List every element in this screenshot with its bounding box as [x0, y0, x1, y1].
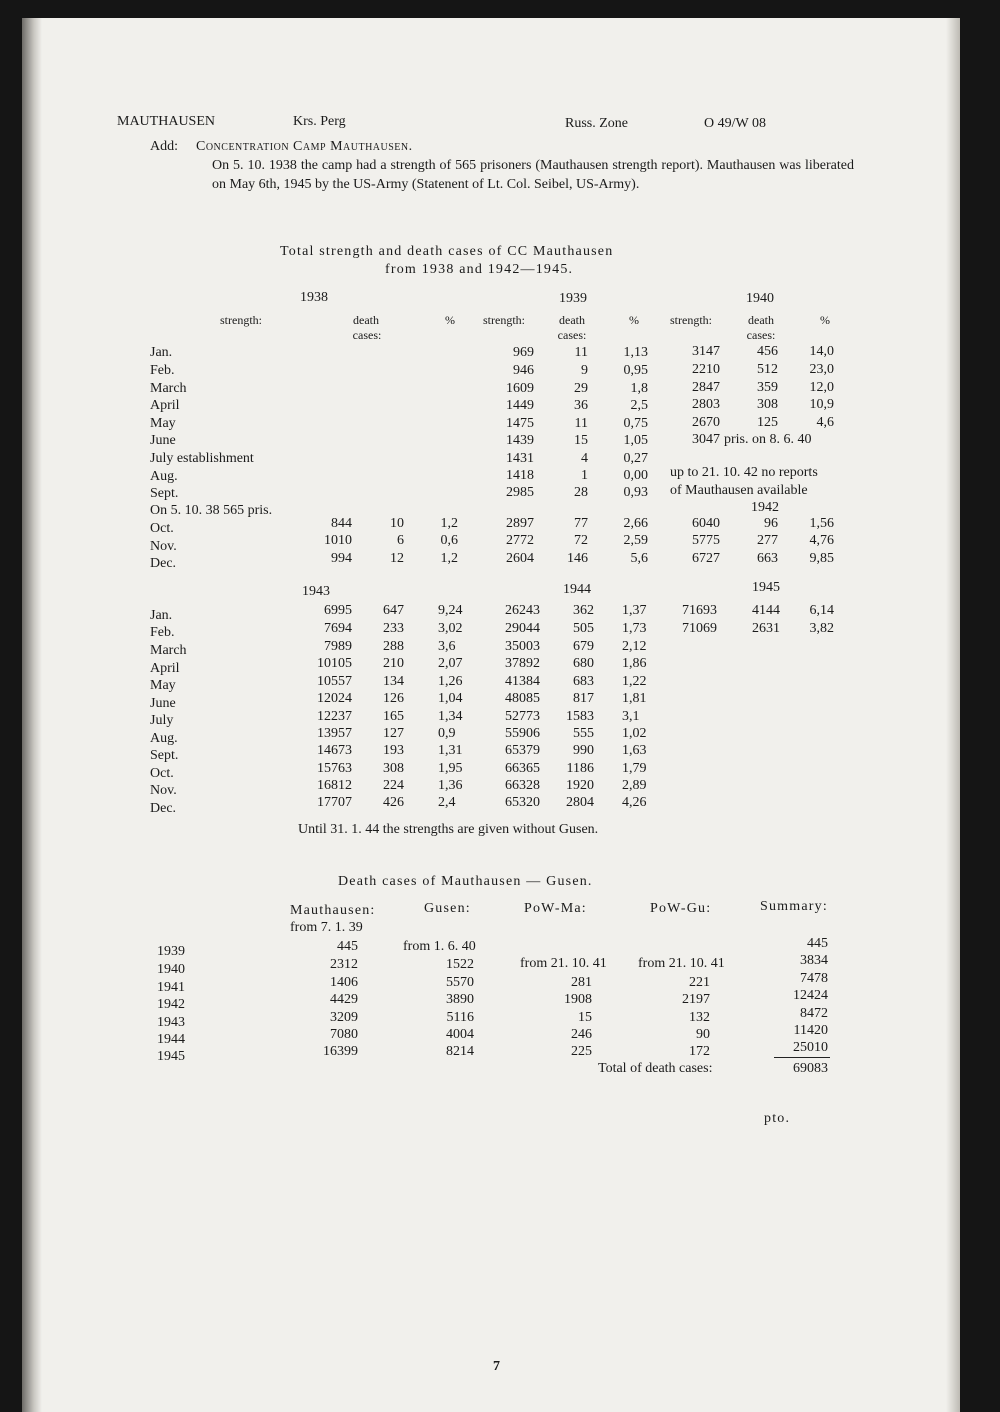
- add-label: Add:: [150, 139, 178, 154]
- percent-1940: 10,9: [809, 397, 834, 412]
- strength-1944: 29044: [505, 621, 540, 636]
- strength-1939: 946: [513, 363, 534, 378]
- page-number: 7: [493, 1359, 500, 1374]
- death-cases-1944: 505: [573, 621, 594, 636]
- header-zone: Russ. Zone: [565, 116, 628, 131]
- strength-1945: 71693: [682, 603, 717, 618]
- death-cases-1939: 15: [574, 433, 588, 448]
- year-label: 1941: [157, 980, 185, 995]
- pow-ma-deaths: 281: [571, 975, 592, 990]
- month-label: Dec.: [150, 801, 177, 816]
- percent-1943: 1,34: [438, 709, 463, 724]
- column-header-percent: %: [820, 313, 830, 327]
- percent-1943: 2,4: [438, 795, 456, 810]
- month-label: April: [150, 398, 180, 413]
- year-header-1939: 1939: [559, 291, 587, 306]
- death-cases-1939: 9: [581, 363, 588, 378]
- strength-1939: 2772: [506, 533, 534, 548]
- death-cases-1942: 96: [764, 516, 778, 531]
- death-cases-1940: 359: [757, 380, 778, 395]
- column-header-cases: cases:: [557, 328, 587, 342]
- column-header-strength: strength:: [483, 313, 525, 327]
- mauthausen-deaths: 3209: [330, 1010, 358, 1025]
- mauthausen-start-date: from 7. 1. 39: [290, 920, 363, 935]
- death-cases-1945: 2631: [752, 621, 780, 636]
- percent-1940: 12,0: [809, 380, 834, 395]
- death-cases-1940: 308: [757, 397, 778, 412]
- death-cases-1940: 512: [757, 362, 778, 377]
- year-header-1940: 1940: [746, 291, 774, 306]
- strength-1939: 2897: [506, 516, 534, 531]
- percent-1939: 2,5: [630, 398, 648, 413]
- death-cases-1943: 233: [383, 621, 404, 636]
- total-rule: [774, 1057, 830, 1058]
- death-cases-1943: 127: [383, 726, 404, 741]
- gusen-deaths: 5570: [446, 975, 474, 990]
- summary-deaths: 7478: [800, 971, 828, 986]
- strength-1943: 16812: [317, 778, 352, 793]
- year-label: 1940: [157, 962, 185, 977]
- death-cases-1943: 426: [383, 795, 404, 810]
- death-cases-1940: 125: [757, 415, 778, 430]
- percent-1944: 3,1: [622, 709, 640, 724]
- add-paragraph: On 5. 10. 1938 the camp had a strength of 565 prisoners (Mauthausen strength report). Mauthausen was liberated on May 6th, 1945 by the US-Army (Statenent of Lt. Col. Seibel, US-Army).: [212, 158, 854, 192]
- strength-1943: 17707: [317, 795, 352, 810]
- strength-1943: 7989: [324, 639, 352, 654]
- death-cases-1943: 224: [383, 778, 404, 793]
- death-cases-1939: 36: [574, 398, 588, 413]
- death-cases-1944: 817: [573, 691, 594, 706]
- death-cases-1943: 193: [383, 743, 404, 758]
- strength-1939: 969: [513, 345, 534, 360]
- death-cases-1944: 683: [573, 674, 594, 689]
- no-reports-note: up to 21. 10. 42 no reports: [670, 465, 818, 480]
- month-label: May: [150, 678, 176, 693]
- summary-deaths: 3834: [800, 953, 828, 968]
- month-label: July establishment: [150, 451, 254, 466]
- percent-1943: 0,9: [438, 726, 456, 741]
- strength-1939: 1439: [506, 433, 534, 448]
- pto-note: pto.: [764, 1111, 791, 1126]
- month-label: Sept.: [150, 486, 179, 501]
- strength-1944: 35003: [505, 639, 540, 654]
- summary-deaths: 11420: [793, 1023, 828, 1038]
- mauthausen-deaths: 1406: [330, 975, 358, 990]
- table1-footnote: Until 31. 1. 44 the strengths are given without Gusen.: [298, 822, 599, 837]
- year-header-1942: 1942: [751, 500, 779, 515]
- mauthausen-deaths: 2312: [330, 957, 358, 972]
- pow-ma-deaths: 1908: [564, 992, 592, 1007]
- percent-1939: 0,27: [623, 451, 648, 466]
- percent-1943: 3,02: [438, 621, 463, 636]
- month-label: Feb.: [150, 363, 175, 378]
- percent-1944: 1,63: [622, 743, 647, 758]
- death-cases-1944: 1920: [566, 778, 594, 793]
- strength-1944: 48085: [505, 691, 540, 706]
- header-district: Krs. Perg: [293, 114, 346, 129]
- percent-1939: 1,13: [623, 345, 648, 360]
- percent-1943: 1,95: [438, 761, 463, 776]
- death-cases-1939: 1: [581, 468, 588, 483]
- gusen-deaths: 1522: [446, 957, 474, 972]
- percent-1942: 4,76: [809, 533, 834, 548]
- month-label: Aug.: [150, 469, 178, 484]
- percent-1940: 23,0: [809, 362, 834, 377]
- column-header-pow-ma: PoW-Ma:: [524, 901, 587, 916]
- percent-1939: 5,6: [630, 551, 648, 566]
- strength-1939: 1418: [506, 468, 534, 483]
- year-label: 1944: [157, 1032, 185, 1047]
- death-cases-1943: 288: [383, 639, 404, 654]
- gusen-deaths: 3890: [446, 992, 474, 1007]
- death-cases-1945: 4144: [752, 603, 780, 618]
- strength-1943: 15763: [317, 761, 352, 776]
- percent-1942: 9,85: [809, 551, 834, 566]
- strength-1938: 994: [331, 551, 352, 566]
- gusen-deaths: 8214: [446, 1044, 474, 1059]
- strength-1939: 1449: [506, 398, 534, 413]
- column-header-pow-gu: PoW-Gu:: [650, 901, 712, 916]
- death-cases-1944: 2804: [566, 795, 594, 810]
- column-header-cases: cases:: [352, 328, 382, 342]
- percent-1939: 2,66: [623, 516, 648, 531]
- strength-1943: 6995: [324, 603, 352, 618]
- strength-1938: 844: [331, 516, 352, 531]
- death-cases-1939: 11: [574, 416, 588, 431]
- death-cases-1939: 29: [574, 381, 588, 396]
- strength-1940-june: 3047: [692, 432, 720, 447]
- strength-1944: 65379: [505, 743, 540, 758]
- month-label: Oct.: [150, 766, 174, 781]
- death-cases-1939: 77: [574, 516, 588, 531]
- column-header-death: death: [559, 313, 585, 327]
- month-label: On 5. 10. 38 565 pris.: [150, 503, 273, 518]
- strength-1943: 13957: [317, 726, 352, 741]
- column-header-mauthausen: Mauthausen:: [290, 903, 376, 918]
- summary-deaths: 25010: [793, 1040, 828, 1055]
- percent-1944: 2,89: [622, 778, 647, 793]
- percent-1944: 1,22: [622, 674, 647, 689]
- strength-1939: 2985: [506, 485, 534, 500]
- strength-1943: 10557: [317, 674, 352, 689]
- column-header-death: death: [353, 313, 379, 327]
- month-label: Sept.: [150, 748, 179, 763]
- summary-deaths: 8472: [800, 1006, 828, 1021]
- death-cases-1943: 165: [383, 709, 404, 724]
- percent-1944: 1,86: [622, 656, 647, 671]
- strength-1939: 1431: [506, 451, 534, 466]
- death-cases-1943: 308: [383, 761, 404, 776]
- month-label: Jan.: [150, 345, 173, 360]
- year-header-1945: 1945: [752, 580, 780, 595]
- document-page: [22, 18, 960, 1412]
- month-label: Aug.: [150, 731, 178, 746]
- strength-1942: 6040: [692, 516, 720, 531]
- strength-1944: 41384: [505, 674, 540, 689]
- percent-1944: 4,26: [622, 795, 647, 810]
- strength-1940: 2847: [692, 380, 720, 395]
- total-value: 69083: [793, 1061, 828, 1076]
- percent-1944: 2,12: [622, 639, 647, 654]
- strength-1943: 12237: [317, 709, 352, 724]
- month-label: July: [150, 713, 174, 728]
- table1-title: Total strength and death cases of CC Mauthausen: [280, 244, 614, 259]
- table2-title: Death cases of Mauthausen — Gusen.: [338, 874, 593, 889]
- percent-1944: 1,79: [622, 761, 647, 776]
- strength-1942: 5775: [692, 533, 720, 548]
- percent-1939: 0,95: [623, 363, 648, 378]
- percent-1938: 1,2: [440, 551, 458, 566]
- percent-1939: 1,8: [630, 381, 648, 396]
- gusen-deaths: 5116: [446, 1010, 474, 1025]
- percent-1940: 14,0: [809, 344, 834, 359]
- year-header-1938: 1938: [300, 290, 328, 305]
- percent-1943: 1,04: [438, 691, 463, 706]
- pow-ma-deaths: 225: [571, 1044, 592, 1059]
- percent-1945: 3,82: [809, 621, 834, 636]
- month-label: June: [150, 433, 176, 448]
- gusen-start-date: from 1. 6. 40: [403, 939, 476, 954]
- death-cases-1944: 990: [573, 743, 594, 758]
- total-label: Total of death cases:: [598, 1061, 713, 1076]
- strength-1942: 6727: [692, 551, 720, 566]
- death-cases-1940: 456: [757, 344, 778, 359]
- month-label: Jan.: [150, 608, 173, 623]
- death-cases-1944: 362: [573, 603, 594, 618]
- strength-1944: 55906: [505, 726, 540, 741]
- month-label: May: [150, 416, 176, 431]
- strength-1943: 12024: [317, 691, 352, 706]
- death-cases-1938: 10: [390, 516, 404, 531]
- mauthausen-deaths: 16399: [323, 1044, 358, 1059]
- mauthausen-deaths: 4429: [330, 992, 358, 1007]
- pow-gu-start-date: from 21. 10. 41: [638, 956, 725, 971]
- strength-1940: 2670: [692, 415, 720, 430]
- pow-ma-start-date: from 21. 10. 41: [520, 956, 607, 971]
- column-header-death: death: [748, 313, 774, 327]
- strength-1944: 37892: [505, 656, 540, 671]
- month-label: Feb.: [150, 625, 175, 640]
- death-cases-1939: 11: [574, 345, 588, 360]
- death-cases-1939: 28: [574, 485, 588, 500]
- percent-1939: 1,05: [623, 433, 648, 448]
- column-header-strength: strength:: [220, 313, 262, 327]
- death-cases-1938: 12: [390, 551, 404, 566]
- column-header-strength: strength:: [670, 313, 712, 327]
- pow-gu-deaths: 132: [689, 1010, 710, 1025]
- month-label: June: [150, 696, 176, 711]
- strength-1945: 71069: [682, 621, 717, 636]
- month-label: Nov.: [150, 783, 177, 798]
- month-label: Dec.: [150, 556, 177, 571]
- strength-1944: 65320: [505, 795, 540, 810]
- strength-1940: 3147: [692, 344, 720, 359]
- strength-1940: 2803: [692, 397, 720, 412]
- mauthausen-deaths: 445: [337, 939, 358, 954]
- death-cases-1944: 679: [573, 639, 594, 654]
- percent-1943: 9,24: [438, 603, 463, 618]
- death-cases-1939: 4: [581, 451, 588, 466]
- percent-1939: 2,59: [623, 533, 648, 548]
- pow-gu-deaths: 90: [696, 1027, 710, 1042]
- percent-1944: 1,73: [622, 621, 647, 636]
- summary-deaths: 12424: [793, 988, 828, 1003]
- strength-1939: 1475: [506, 416, 534, 431]
- strength-1943: 7694: [324, 621, 352, 636]
- year-header-1943: 1943: [302, 584, 330, 599]
- death-cases-1943: 134: [383, 674, 404, 689]
- month-label: March: [150, 643, 187, 658]
- strength-1944: 52773: [505, 709, 540, 724]
- column-header-percent: %: [629, 313, 639, 327]
- column-header-percent: %: [445, 313, 455, 327]
- percent-1938: 0,6: [440, 533, 458, 548]
- pow-ma-deaths: 246: [571, 1027, 592, 1042]
- header-place: MAUTHAUSEN: [117, 114, 215, 129]
- percent-1943: 1,26: [438, 674, 463, 689]
- death-cases-1942: 277: [757, 533, 778, 548]
- summary-deaths: 445: [807, 936, 828, 951]
- strength-1940: 2210: [692, 362, 720, 377]
- percent-1939: 0,75: [623, 416, 648, 431]
- death-cases-1939: 72: [574, 533, 588, 548]
- month-label: April: [150, 661, 180, 676]
- no-reports-note: of Mauthausen available: [670, 483, 808, 498]
- book-gutter-shadow: [22, 18, 42, 1412]
- pow-ma-deaths: 15: [578, 1010, 592, 1025]
- death-cases-1944: 555: [573, 726, 594, 741]
- strength-1944: 66365: [505, 761, 540, 776]
- death-cases-1939: 146: [567, 551, 588, 566]
- year-header-1944: 1944: [563, 582, 591, 597]
- percent-1943: 2,07: [438, 656, 463, 671]
- percent-1944: 1,81: [622, 691, 647, 706]
- percent-1938: 1,2: [440, 516, 458, 531]
- add-title: Concentration Camp Mauthausen.: [196, 139, 413, 154]
- strength-1943: 10105: [317, 656, 352, 671]
- percent-1943: 1,36: [438, 778, 463, 793]
- strength-1943: 14673: [317, 743, 352, 758]
- pow-gu-deaths: 221: [689, 975, 710, 990]
- percent-1945: 6,14: [809, 603, 834, 618]
- percent-1943: 3,6: [438, 639, 456, 654]
- strength-1938: 1010: [324, 533, 352, 548]
- year-label: 1939: [157, 944, 185, 959]
- column-header-gusen: Gusen:: [424, 901, 471, 916]
- month-label: Nov.: [150, 539, 177, 554]
- pow-gu-deaths: 172: [689, 1044, 710, 1059]
- death-cases-1943: 647: [383, 603, 404, 618]
- header-reference: O 49/W 08: [704, 116, 766, 131]
- percent-1944: 1,37: [622, 603, 647, 618]
- death-cases-1944: 1186: [566, 761, 594, 776]
- strength-1939: 1609: [506, 381, 534, 396]
- prisoners-note-1940: pris. on 8. 6. 40: [724, 432, 812, 447]
- year-label: 1945: [157, 1049, 185, 1064]
- death-cases-1944: 680: [573, 656, 594, 671]
- strength-1939: 2604: [506, 551, 534, 566]
- percent-1944: 1,02: [622, 726, 647, 741]
- death-cases-1943: 210: [383, 656, 404, 671]
- column-header-summary: Summary:: [760, 899, 828, 914]
- year-label: 1943: [157, 1015, 185, 1030]
- percent-1939: 0,93: [623, 485, 648, 500]
- column-header-cases: cases:: [746, 328, 776, 342]
- month-label: Oct.: [150, 521, 174, 536]
- death-cases-1942: 663: [757, 551, 778, 566]
- percent-1940: 4,6: [816, 415, 834, 430]
- strength-1944: 66328: [505, 778, 540, 793]
- page-edge: [946, 18, 960, 1412]
- death-cases-1943: 126: [383, 691, 404, 706]
- pow-gu-deaths: 2197: [682, 992, 710, 1007]
- table1-subtitle: from 1938 and 1942—1945.: [385, 262, 574, 277]
- percent-1939: 0,00: [623, 468, 648, 483]
- mauthausen-deaths: 7080: [330, 1027, 358, 1042]
- strength-1944: 26243: [505, 603, 540, 618]
- month-label: March: [150, 381, 187, 396]
- percent-1943: 1,31: [438, 743, 463, 758]
- death-cases-1938: 6: [397, 533, 404, 548]
- gusen-deaths: 4004: [446, 1027, 474, 1042]
- year-label: 1942: [157, 997, 185, 1012]
- percent-1942: 1,56: [809, 516, 834, 531]
- death-cases-1944: 1583: [566, 709, 594, 724]
